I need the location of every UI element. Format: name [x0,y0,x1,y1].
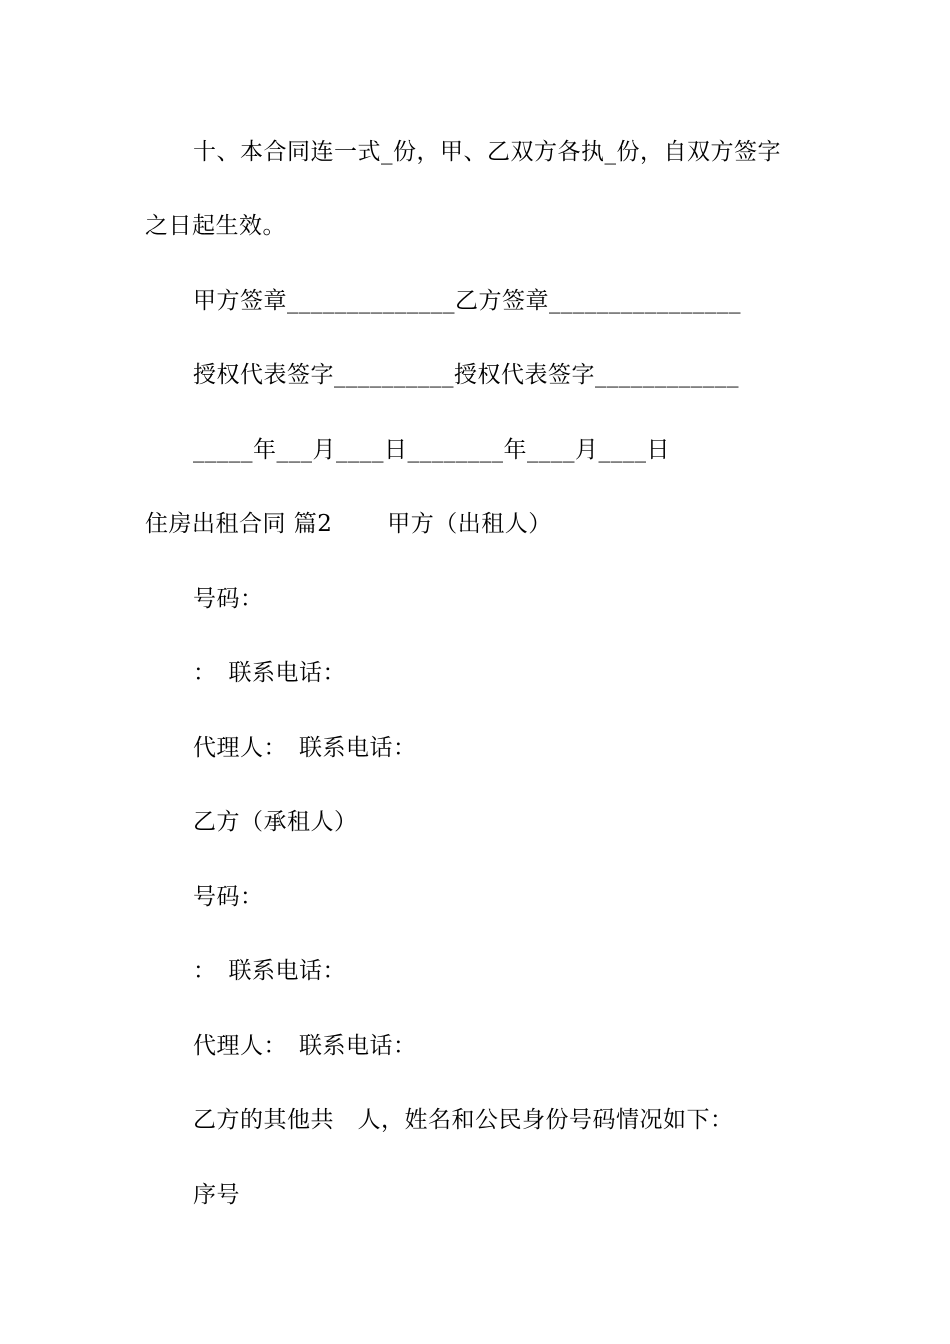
co-tenants-statement: 乙方的其他共 人，姓名和公民身份号码情况如下： [193,1107,734,1133]
table-header-serial-number: 序号 [193,1182,240,1208]
party-b-id-number: 号码： [193,884,264,910]
party-b-heading: 乙方（承租人） [193,809,358,835]
party-a-phone: ： 联系电话： [193,660,346,686]
signature-seal-line: 甲方签章______________乙方签章________________ [193,288,741,314]
clause-ten-line-2: 之日起生效。 [145,213,286,239]
section-heading-contract-2: 住房出租合同 篇2 甲方（出租人） [145,511,552,537]
party-b-phone: ： 联系电话： [193,958,346,984]
party-a-agent-phone: 代理人： 联系电话： [193,735,417,761]
authorized-representative-line: 授权代表签字__________授权代表签字____________ [193,362,739,388]
party-b-agent-phone: 代理人： 联系电话： [193,1033,417,1059]
date-line: _____年___月____日________年____月____日 [193,437,670,463]
party-a-id-number: 号码： [193,586,264,612]
clause-ten-line-1: 十、本合同连一式_份，甲、乙双方各执_份，自双方签字 [193,139,781,165]
